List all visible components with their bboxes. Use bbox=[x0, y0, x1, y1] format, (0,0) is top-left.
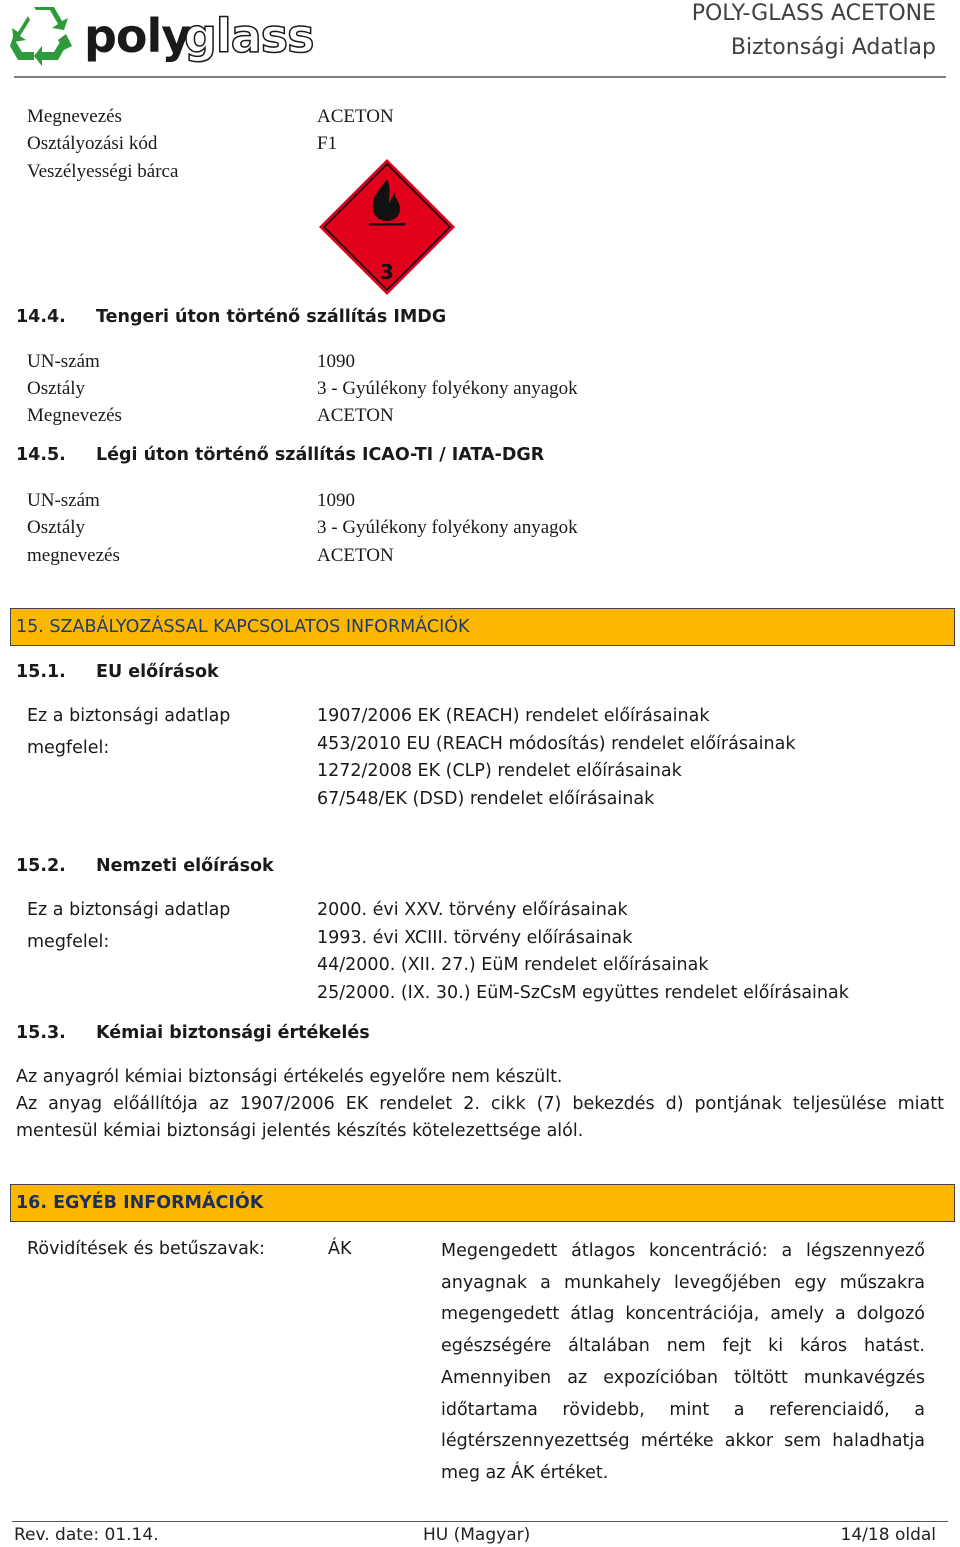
national-regulation-item: 25/2000. (IX. 30.) EüM-SzCsM együttes rendelet előírásainak bbox=[317, 983, 849, 1003]
value-osztaly: 3 - Gyúlékony folyékony anyagok bbox=[317, 517, 578, 538]
section-15-heading-bar bbox=[10, 608, 955, 646]
eu-regulation-item: 1907/2006 EK (REACH) rendelet előírásainak bbox=[317, 706, 710, 726]
value-megnevezes: ACETON bbox=[317, 405, 394, 426]
eu-regulation-item: 453/2010 EU (REACH módosítás) rendelet előírásainak bbox=[317, 734, 796, 754]
section-15-heading: 15. SZABÁLYOZÁSSAL KAPCSOLATOS INFORMÁCIÓK bbox=[16, 617, 470, 637]
value-megnevezes: ACETON bbox=[317, 106, 394, 127]
footer-language: HU (Magyar) bbox=[423, 1525, 531, 1545]
value-osztalyozasi-kod: F1 bbox=[317, 133, 338, 154]
revision-date: Rev. date: 01.14. bbox=[14, 1525, 159, 1545]
section-16-heading-bar bbox=[10, 1184, 955, 1222]
section-16-heading: 16. EGYÉB INFORMÁCIÓK bbox=[16, 1193, 264, 1213]
value-osztaly: 3 - Gyúlékony folyékony anyagok bbox=[317, 378, 578, 399]
national-regulation-item: 44/2000. (XII. 27.) EüM rendelet előírásainak bbox=[317, 955, 709, 975]
value-un-szam: 1090 bbox=[317, 490, 355, 511]
hazard-class-number: 3 bbox=[380, 260, 394, 284]
section-15-2-number: 15.2. bbox=[16, 856, 66, 876]
logo-text-poly: poly bbox=[84, 9, 191, 63]
label-megnevezes: Megnevezés bbox=[27, 106, 122, 127]
flame-hazard-diamond-icon bbox=[317, 157, 457, 297]
section-14-4-title: Tengeri úton történő szállítás IMDG bbox=[96, 307, 447, 327]
label-megnevezes: Megnevezés bbox=[27, 405, 122, 426]
label-megnevezes: megnevezés bbox=[27, 545, 120, 566]
label-un-szam: UN-szám bbox=[27, 490, 100, 511]
adatlap-label-line1: Ez a biztonsági adatlap bbox=[27, 900, 231, 920]
section-14-5-title: Légi úton történő szállítás ICAO-TI / IATA-DGR bbox=[96, 445, 545, 465]
abbreviation-term: ÁK bbox=[328, 1239, 352, 1259]
adatlap-label-line2: megfelel: bbox=[27, 738, 110, 758]
product-name: POLY-GLASS ACETONE bbox=[691, 1, 936, 26]
section-15-2-title: Nemzeti előírások bbox=[96, 856, 274, 876]
polyglass-logo bbox=[6, 4, 314, 68]
section-14-4-number: 14.4. bbox=[16, 307, 66, 327]
adatlap-label-line2: megfelel: bbox=[27, 932, 110, 952]
value-megnevezes: ACETON bbox=[317, 545, 394, 566]
section-14-5-number: 14.5. bbox=[16, 445, 66, 465]
section-15-3-title: Kémiai biztonsági értékelés bbox=[96, 1023, 370, 1043]
document-header bbox=[692, 0, 936, 62]
doc-type: Biztonsági Adatlap bbox=[730, 35, 936, 60]
section-15-1-number: 15.1. bbox=[16, 662, 66, 682]
page-number: 14/18 oldal bbox=[840, 1525, 936, 1545]
csa-paragraph-1: Az anyagról kémiai biztonsági értékelés egyelőre nem készült. bbox=[16, 1067, 563, 1087]
label-osztaly: Osztály bbox=[27, 517, 86, 538]
label-osztaly: Osztály bbox=[27, 378, 86, 399]
national-regulation-item: 2000. évi XXV. törvény előírásainak bbox=[317, 900, 628, 920]
label-veszelyessegi-barca: Veszélyességi bárca bbox=[27, 161, 179, 182]
label-un-szam: UN-szám bbox=[27, 351, 100, 372]
eu-regulation-item: 1272/2008 EK (CLP) rendelet előírásainak bbox=[317, 761, 682, 781]
adatlap-label-line1: Ez a biztonsági adatlap bbox=[27, 706, 231, 726]
csa-paragraph-2: Az anyag előállítója az 1907/2006 EK rendelet 2. cikk (7) bekezdés d) pontjának teljesülése miatt mentesül kémiai biztonsági jelentés készítés kötelezettsége alól. bbox=[16, 1094, 944, 1141]
eu-regulation-item: 67/548/EK (DSD) rendelet előírásainak bbox=[317, 789, 655, 809]
section-15-3-number: 15.3. bbox=[16, 1023, 66, 1043]
value-un-szam: 1090 bbox=[317, 351, 355, 372]
national-regulation-item: 1993. évi XCIII. törvény előírásainak bbox=[317, 928, 633, 948]
section-15-1-title: EU előírások bbox=[96, 662, 219, 682]
abbreviation-definition: Megengedett átlagos koncentráció: a légszennyező anyagnak a munkahely levegőjében egy műszakra megengedett átlag koncentrációja, amely a dolgozó egészségére általában nem fejt ki káros hatást. Amennyiben az expozícióban töltött munkavégzés időtartama rövidebb, mint a referenciaidő, a légtérszennyezettség mértéke akkor sem haladhatja meg az ÁK értéket. bbox=[441, 1241, 925, 1483]
logo-text-glass: glass bbox=[184, 9, 314, 63]
abbreviations-label: Rövidítések és betűszavak: bbox=[27, 1239, 265, 1259]
label-osztalyozasi-kod: Osztályozási kód bbox=[27, 133, 158, 154]
header-divider bbox=[14, 76, 946, 78]
